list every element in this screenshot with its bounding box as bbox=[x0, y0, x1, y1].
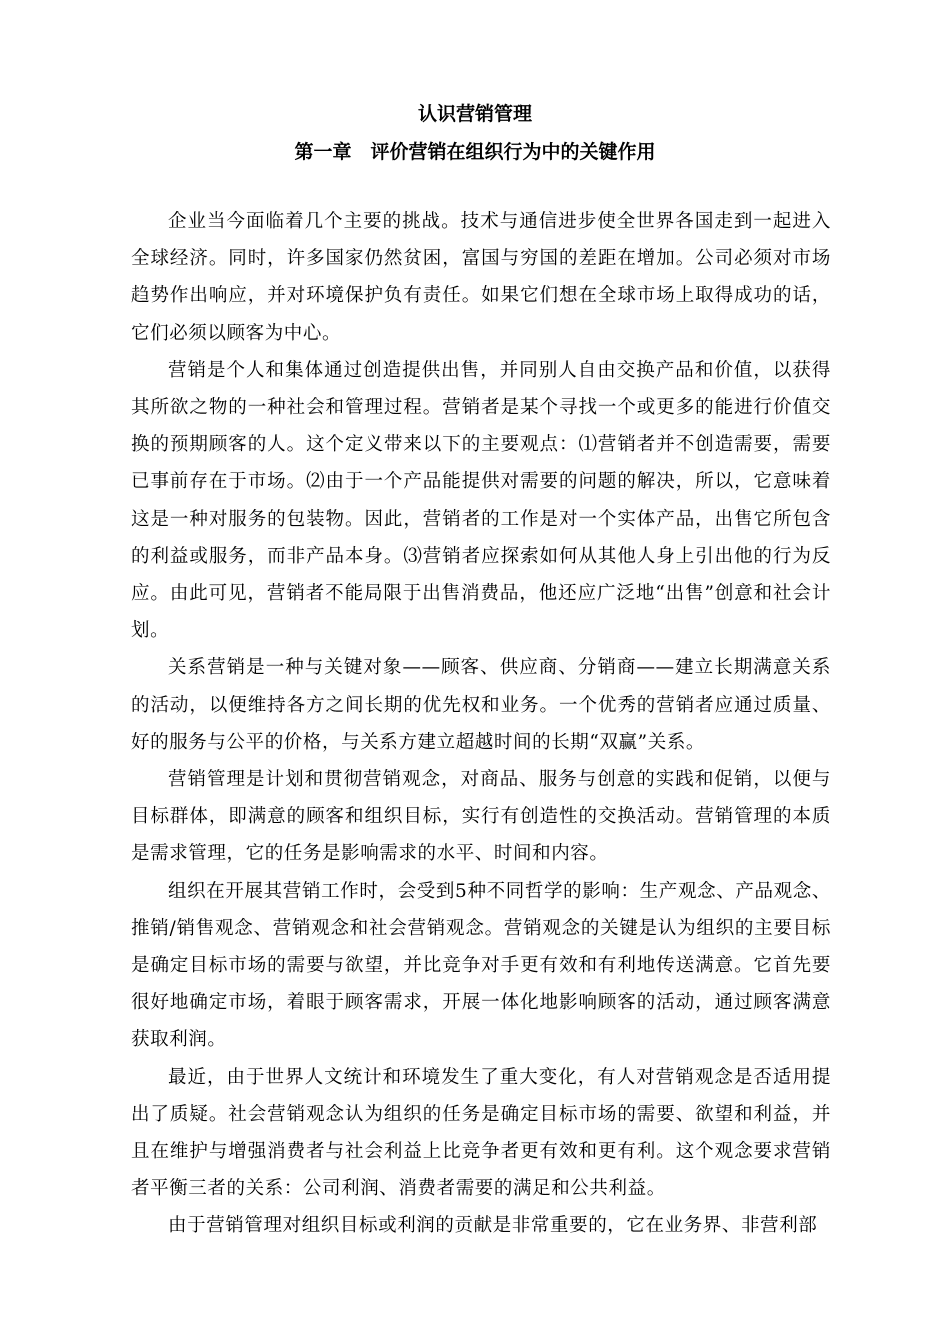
paragraph-6: 最近，由于世界人文统计和环境发生了重大变化，有人对营销观念是否适用提出了质疑。社会营销观念认为组织的任务是确定目标市场的需要、欲望和利益，并且在维护与增强消费者与社会利益上比竞争者更有效和更有利。这个观念要求营销者平衡三者的关系：公司利润、消费者需要的满足和公共利益。 bbox=[131, 1066, 831, 1200]
paragraph-5: 组织在开展其营销工作时，会受到5种不同哲学的影响：生产观念、产品观念、推销/销售观念、营销观念和社会营销观念。营销观念的关键是认为组织的主要目标是确定目标市场的需要与欲望，并比竞争对手更有效和有利地传送满意。它首先要很好地确定市场，着眼于顾客需求，开展一体化地影响顾客的活动，通过顾客满意获取利润。 bbox=[131, 880, 831, 1051]
document-body bbox=[131, 203, 831, 1245]
paragraph-3: 关系营销是一种与关键对象——顾客、供应商、分销商——建立长期满意关系的活动，以便维持各方之间长期的优先权和业务。一个优秀的营销者应通过质量、好的服务与公平的价格，与关系方建立超越时间的长期“双赢”关系。 bbox=[131, 657, 831, 753]
document-title: 认识营销管理 bbox=[417, 103, 532, 125]
paragraph-2: 营销是个人和集体通过创造提供出售，并同别人自由交换产品和价值，以获得其所欲之物的一种社会和管理过程。营销者是某个寻找一个或更多的能进行价值交换的预期顾客的人。这个定义带来以下的主要观点：⑴营销者并不创造需要，需要已事前存在于市场。⑵由于一个产品能提供对需要的问题的解决，所以，它意味着这是一种对服务的包装物。因此，营销者的工作是对一个实体产品，出售它所包含的利益或服务，而非产品本身。⑶营销者应探索如何从其他人身上引出他的行为反应。由此可见，营销者不能局限于出售消费品，他还应广泛地“出售”创意和社会计划。 bbox=[131, 359, 831, 642]
paragraph-4: 营销管理是计划和贯彻营销观念，对商品、服务与创意的实践和促销，以便与目标群体，即满意的顾客和组织目标，实行有创造性的交换活动。营销管理的本质是需求管理，它的任务是影响需求的水平、时间和内容。 bbox=[131, 769, 831, 865]
chapter-title: 第一章 评价营销在组织行为中的关键作用 bbox=[294, 141, 656, 163]
paragraph-1: 企业当今面临着几个主要的挑战。技术与通信进步使全世界各国走到一起进入全球经济。同时，许多国家仍然贫困，富国与穷国的差距在增加。公司必须对市场趋势作出响应，并对环境保护负有责任。如果它们想在全球市场上取得成功的话，它们必须以顾客为中心。 bbox=[131, 211, 831, 344]
paragraph-7: 由于营销管理对组织目标或利润的贡献是非常重要的，它在业务界、非营利部 bbox=[168, 1215, 818, 1237]
